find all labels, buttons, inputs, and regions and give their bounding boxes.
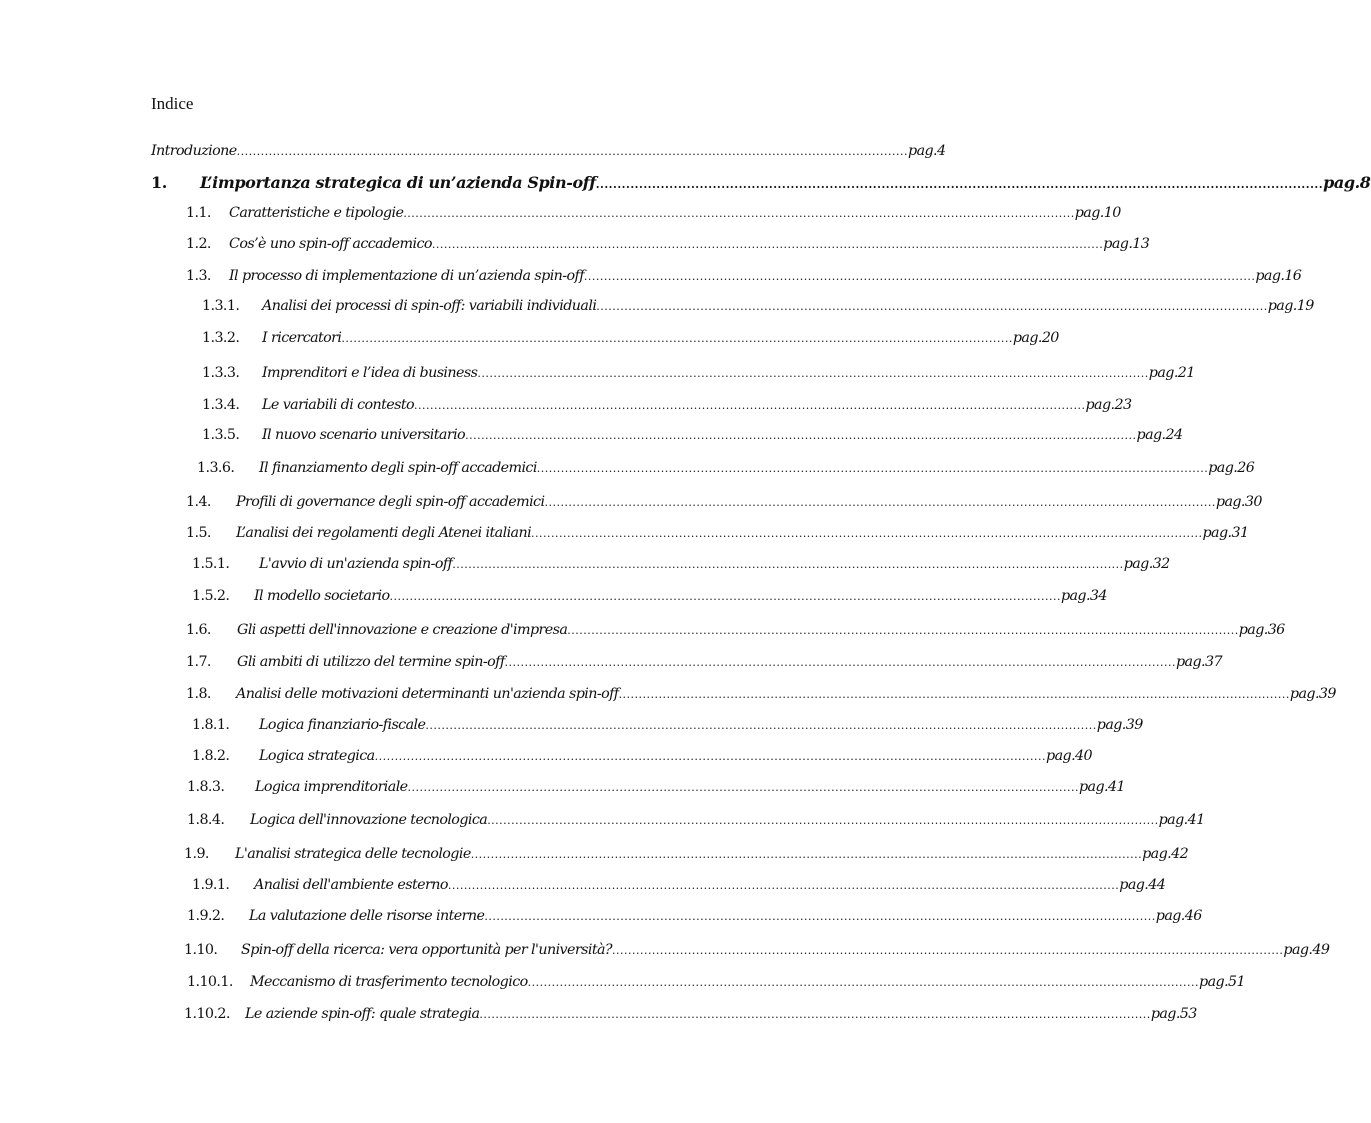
toc-entry-number: 1.1.	[186, 205, 211, 221]
toc-page-number: pag.44	[1119, 877, 1166, 893]
toc-entry-title: Spin-off della ricerca: vera opportunità per l'università?	[241, 942, 612, 958]
toc-entry-title: Logica strategica	[259, 748, 375, 764]
toc-page-number: pag.32	[1123, 556, 1170, 572]
toc-entry[interactable]	[202, 330, 1059, 346]
toc-entry[interactable]	[187, 974, 1246, 990]
toc-page-number: pag.39	[1289, 686, 1336, 702]
toc-page-number: pag.24	[1136, 427, 1183, 443]
toc-entry-title: Il finanziamento degli spin-off accademici	[259, 460, 537, 476]
toc-page-number: pag.36	[1238, 622, 1285, 638]
toc-entry-title: Imprenditori e l’idea di business	[262, 365, 478, 381]
toc-page-number: pag.41	[1078, 779, 1125, 795]
toc-page-number: pag.13	[1103, 236, 1150, 252]
toc-page-number: pag.4	[908, 143, 946, 159]
toc-entry-title: Analisi dell'ambiente esterno	[254, 877, 448, 893]
toc-entry-number: 1.9.1.	[192, 877, 230, 893]
toc-page-number: pag.19	[1267, 298, 1314, 314]
toc-leader-dots: ........................................................................................................................................................................	[431, 238, 1104, 251]
toc-entry[interactable]	[186, 654, 1222, 670]
toc-entry[interactable]	[184, 846, 1189, 862]
toc-leader-dots: ........................................................................................................................................................................	[611, 944, 1284, 957]
toc-page-number: pag.23	[1085, 397, 1132, 413]
toc-entry[interactable]	[187, 908, 1202, 924]
toc-entry-title: L'analisi strategica delle tecnologie	[235, 846, 471, 862]
toc-entry-title: L’importanza strategica di un’azienda Spin-off	[200, 173, 596, 192]
toc-leader-dots: ........................................................................................................................................................................	[531, 527, 1203, 540]
toc-entry-title: Logica dell'innovazione tecnologica	[250, 812, 488, 828]
toc-leader-dots: ........................................................................................................................................................................	[544, 496, 1216, 509]
toc-entry[interactable]	[192, 556, 1170, 572]
toc-entry-title: I ricercatori	[262, 330, 342, 346]
toc-page-number: pag.42	[1142, 846, 1189, 862]
toc-leader-dots: ........................................................................................................................................................................	[236, 145, 909, 158]
toc-entry-number: 1.2.	[186, 236, 211, 252]
toc-entry-title: Meccanismo di trasferimento tecnologico	[250, 974, 528, 990]
toc-page-number: pag.53	[1150, 1006, 1197, 1022]
toc-page-number: pag.21	[1148, 365, 1195, 381]
toc-page-number: pag.51	[1199, 974, 1246, 990]
toc-entry-title: Analisi dei processi di spin-off: variabili individuali	[262, 298, 597, 314]
toc-entry-title: Il processo di implementazione di un’azienda spin-off	[229, 268, 584, 284]
toc-entry-title: L’analisi dei regolamenti degli Atenei italiani	[236, 525, 532, 541]
toc-entry-number: 1.3.3.	[202, 365, 240, 381]
toc-entry-title: Gli aspetti dell'innovazione e creazione d'impresa	[237, 622, 568, 638]
toc-entry-number: 1.10.2.	[184, 1006, 230, 1022]
toc-entry[interactable]	[202, 298, 1314, 314]
toc-page-number: pag.41	[1158, 812, 1205, 828]
toc-leader-dots: ........................................................................................................................................................................	[447, 879, 1120, 892]
toc-page-number: pag.31	[1202, 525, 1249, 541]
toc-entry[interactable]	[192, 717, 1143, 733]
toc-entry-number: 1.7.	[186, 654, 211, 670]
toc-leader-dots: ........................................................................................................................................................................	[618, 688, 1290, 701]
toc-entry-title: Le variabili di contesto	[262, 397, 415, 413]
toc-entry-number: 1.4.	[186, 494, 211, 510]
toc-leader-dots: ........................................................................................................................................................................	[452, 558, 1124, 571]
toc-entry[interactable]	[186, 686, 1336, 702]
toc-leader-dots: ........................................................................................................................................................................	[465, 429, 1137, 442]
toc-entry[interactable]	[186, 236, 1150, 252]
toc-leader-dots: ........................................................................................................................................................................	[596, 300, 1268, 313]
toc-entry[interactable]	[151, 143, 946, 159]
toc-page-number: pag.30	[1215, 494, 1262, 510]
toc-leader-dots: ........................................................................................................................................................................	[567, 624, 1239, 637]
toc-page-number: pag.49	[1283, 942, 1330, 958]
toc-entry-number: 1.8.	[186, 686, 211, 702]
toc-entry[interactable]	[192, 588, 1107, 604]
toc-page-number: pag.34	[1060, 588, 1107, 604]
toc-entry-number: 1.3.	[186, 268, 211, 284]
toc-entry-title: Le aziende spin-off: quale strategia	[245, 1006, 480, 1022]
toc-entry-number: 1.3.6.	[197, 460, 235, 476]
toc-page-number: pag.39	[1096, 717, 1143, 733]
toc-entry[interactable]	[192, 748, 1093, 764]
toc-entry-number: 1.10.	[184, 942, 218, 958]
toc-page-number: pag.40	[1046, 748, 1093, 764]
toc-entry-number: 1.8.3.	[187, 779, 225, 795]
toc-leader-dots: ........................................................................................................................................................................	[504, 656, 1176, 669]
page-title: Indice	[151, 94, 194, 113]
toc-entry[interactable]	[186, 525, 1249, 541]
toc-entry[interactable]	[186, 205, 1121, 221]
toc-leader-dots: ........................................................................................................................................................................	[536, 462, 1209, 475]
toc-entry-title: Logica imprenditoriale	[255, 779, 408, 795]
toc-leader-dots: ........................................................................................................................................................................	[374, 750, 1047, 763]
toc-entry-number: 1.8.1.	[192, 717, 230, 733]
toc-entry-title: L'avvio di un'azienda spin-off	[259, 556, 453, 572]
toc-entry-number: 1.9.2.	[187, 908, 225, 924]
toc-entry-title: Logica finanziario-fiscale	[259, 717, 426, 733]
toc-leader-dots: ........................................................................................................................................................................	[389, 590, 1061, 603]
toc-leader-dots: ........................................................................................................................................................................	[595, 178, 1324, 191]
toc-leader-dots: ........................................................................................................................................................................	[341, 332, 1013, 345]
toc-leader-dots: ........................................................................................................................................................................	[470, 848, 1143, 861]
toc-entry-number: 1.8.4.	[187, 812, 225, 828]
toc-leader-dots: ........................................................................................................................................................................	[414, 399, 1086, 412]
toc-entry-number: 1.3.5.	[202, 427, 240, 443]
toc-entry-number: 1.5.	[186, 525, 211, 541]
toc-leader-dots: ........................................................................................................................................................................	[583, 270, 1256, 283]
toc-entry[interactable]	[184, 1006, 1197, 1022]
toc-entry[interactable]	[197, 460, 1255, 476]
toc-entry-number: 1.8.2.	[192, 748, 230, 764]
toc-leader-dots: ........................................................................................................................................................................	[425, 719, 1097, 732]
toc-entry-title: Caratteristiche e tipologie	[229, 205, 404, 221]
toc-page-number: pag.10	[1074, 205, 1121, 221]
toc-page-number: pag.26	[1208, 460, 1255, 476]
toc-entry-number: 1.5.1.	[192, 556, 230, 572]
toc-entry[interactable]	[186, 268, 1302, 284]
toc-entry[interactable]	[202, 427, 1183, 443]
toc-entry[interactable]	[184, 942, 1330, 958]
toc-page-number: pag.8	[1323, 173, 1371, 192]
toc-entry-title: Analisi delle motivazioni determinanti un'azienda spin-off	[236, 686, 619, 702]
toc-leader-dots: ........................................................................................................................................................................	[403, 207, 1075, 220]
toc-leader-dots: ........................................................................................................................................................................	[407, 781, 1079, 794]
toc-leader-dots: ........................................................................................................................................................................	[477, 367, 1149, 380]
toc-entry-title: Profili di governance degli spin-off accademici	[236, 494, 545, 510]
toc-page-number: pag.20	[1012, 330, 1059, 346]
toc-entry-title: Il nuovo scenario universitario	[262, 427, 466, 443]
toc-entry[interactable]	[151, 173, 1371, 192]
toc-entry-number: 1.10.1.	[187, 974, 233, 990]
toc-entry[interactable]	[187, 812, 1205, 828]
toc-entry-title: La valutazione delle risorse interne	[249, 908, 485, 924]
toc-leader-dots: ........................................................................................................................................................................	[484, 910, 1156, 923]
toc-entry[interactable]	[192, 877, 1166, 893]
toc-entry[interactable]	[202, 365, 1195, 381]
toc-page-number: pag.46	[1155, 908, 1202, 924]
toc-entry-title: Il modello societario	[254, 588, 390, 604]
toc-entry-number: 1.6.	[186, 622, 211, 638]
toc-entry[interactable]	[202, 397, 1132, 413]
toc-entry-number: 1.3.1.	[202, 298, 240, 314]
toc-entry-title: Introduzione	[151, 143, 237, 159]
toc-entry[interactable]	[186, 622, 1285, 638]
toc-leader-dots: ........................................................................................................................................................................	[527, 976, 1200, 989]
toc-entry[interactable]	[186, 494, 1262, 510]
toc-entry-title: Gli ambiti di utilizzo del termine spin-off	[237, 654, 505, 670]
toc-page-number: pag.37	[1175, 654, 1222, 670]
toc-entry-number: 1.5.2.	[192, 588, 230, 604]
toc-entry-number: 1.9.	[184, 846, 209, 862]
toc-entry-number: 1.	[151, 173, 167, 192]
toc-entry-number: 1.3.2.	[202, 330, 240, 346]
toc-leader-dots: ........................................................................................................................................................................	[479, 1008, 1151, 1021]
toc-entry[interactable]	[187, 779, 1125, 795]
toc-entry-title: Cos’è uno spin-off accademico	[229, 236, 432, 252]
toc-page-number: pag.16	[1255, 268, 1302, 284]
toc-leader-dots: ........................................................................................................................................................................	[487, 814, 1159, 827]
toc-entry-number: 1.3.4.	[202, 397, 240, 413]
